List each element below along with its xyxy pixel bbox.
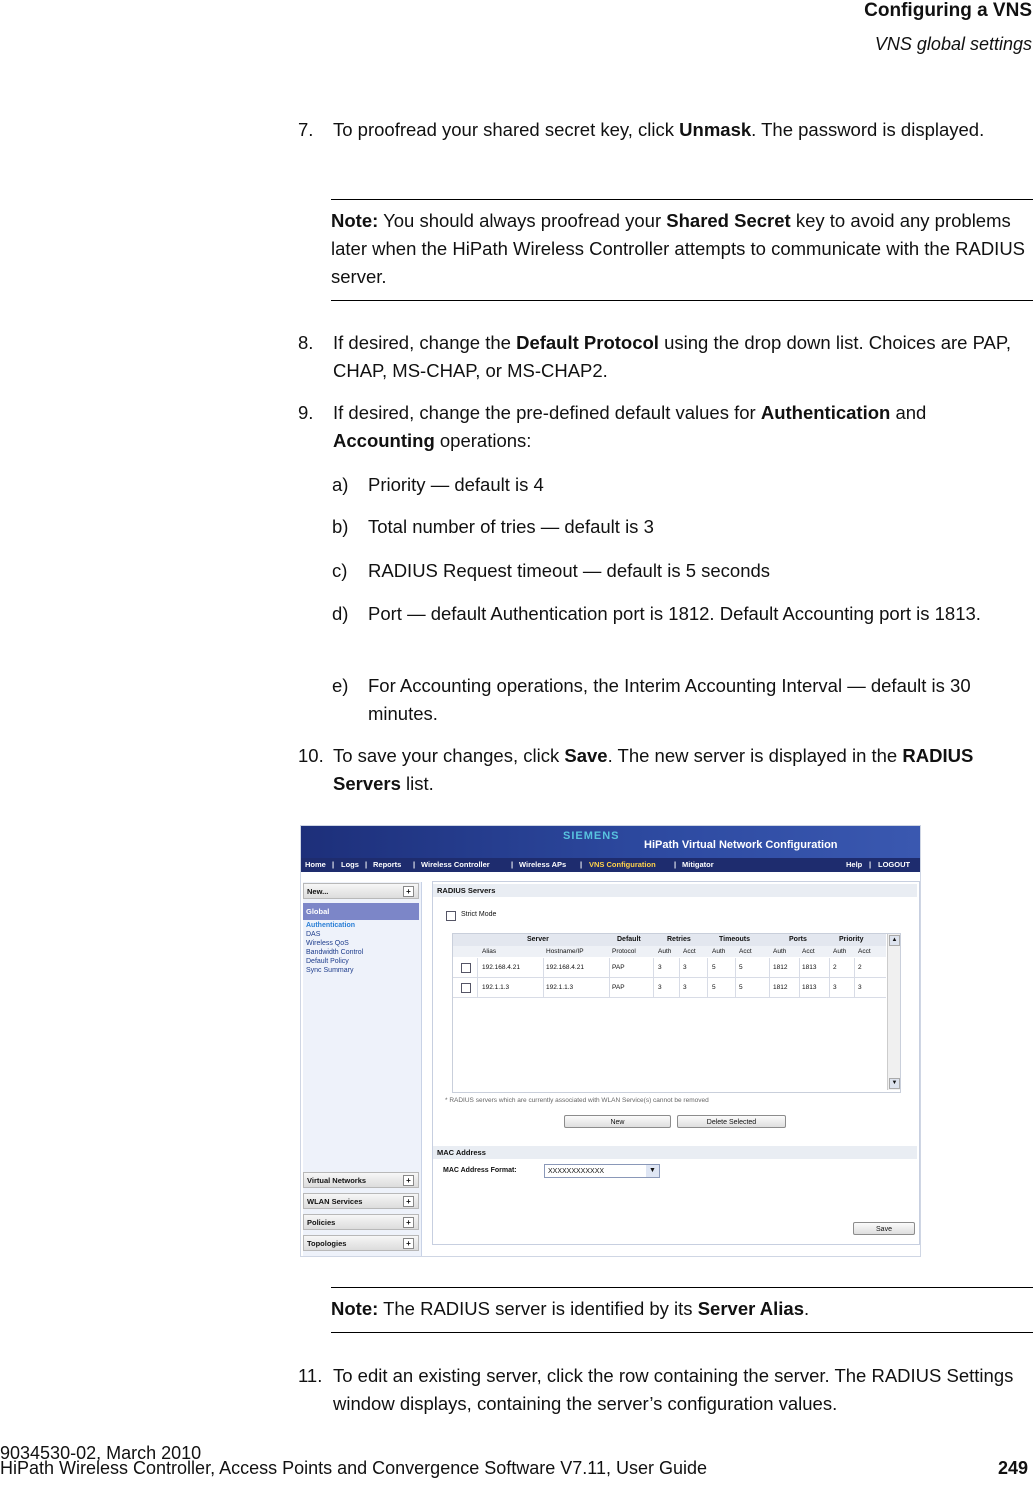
sub-item-letter: b): [332, 516, 349, 537]
sidebar-wlan-services[interactable]: [303, 1193, 419, 1209]
col-alias: Alias: [482, 948, 497, 955]
cell: 192.168.4.21: [546, 964, 584, 971]
cell: 3: [658, 964, 662, 971]
note-text: key to avoid any problems later when the HiPath Wireless Controller attempts to communicate with the RADIUS server.: [331, 210, 1026, 287]
sidebar-virtual-networks[interactable]: [303, 1172, 419, 1188]
sidebar-section-label: Virtual Networks: [307, 1176, 367, 1185]
cell: 5: [712, 964, 716, 971]
step-bold: Accounting: [333, 430, 435, 451]
step-bold: Save: [564, 745, 608, 766]
strict-mode-checkbox[interactable]: [446, 911, 456, 921]
embedded-screenshot: [300, 825, 921, 1257]
table-column-header: [453, 946, 886, 957]
sidebar-new[interactable]: [303, 883, 419, 899]
step-8: [298, 329, 1030, 385]
header-default: Default: [617, 936, 641, 943]
chevron-down-icon[interactable]: ▼: [646, 1165, 659, 1177]
note-label: Note:: [331, 210, 379, 231]
col-retries-acct: Acct: [683, 948, 696, 955]
note-label: Note:: [331, 1298, 379, 1319]
sidebar-section-label: Topologies: [307, 1239, 347, 1248]
cell: 1812: [773, 964, 788, 971]
step-text: operations:: [434, 430, 532, 451]
sub-item-letter: c): [332, 560, 348, 581]
sidebar-link-default-policy[interactable]: Default Policy: [306, 958, 349, 965]
nav-mitigator[interactable]: Mitigator: [682, 860, 714, 869]
radius-servers-title: RADIUS Servers: [437, 886, 496, 895]
step-number: 8.: [298, 332, 314, 353]
row-select-checkbox[interactable]: [461, 963, 471, 973]
sub-item-text: Priority — default is 4: [368, 474, 544, 495]
sub-item: [332, 557, 1030, 585]
step-number: 11.: [298, 1365, 323, 1386]
nav-help[interactable]: Help: [846, 860, 863, 869]
col-retries-auth: Auth: [658, 948, 672, 955]
col-priority-acct: Acct: [858, 948, 871, 955]
sidebar-section-label: Policies: [307, 1218, 336, 1227]
step-10: [298, 742, 1030, 798]
plus-icon[interactable]: +: [403, 1217, 414, 1228]
cell: 3: [833, 984, 837, 991]
col-priority-auth: Auth: [833, 948, 847, 955]
header-server: Server: [527, 936, 549, 943]
sub-item-text: For Accounting operations, the Interim Accounting Interval — default is 30 minutes.: [368, 675, 971, 724]
sub-item-text: RADIUS Request timeout — default is 5 seconds: [368, 560, 771, 581]
nav-home[interactable]: Home: [305, 860, 326, 869]
note-text: The RADIUS server is identified by its: [378, 1298, 698, 1319]
cell: PAP: [612, 964, 625, 971]
section-subtitle: VNS global settings: [874, 34, 1032, 54]
col-ports-acct: Acct: [802, 948, 815, 955]
table-row[interactable]: [453, 958, 886, 978]
col-hostname: Hostname/IP: [546, 948, 584, 955]
note-server-alias: [331, 1287, 1033, 1333]
table-row[interactable]: [453, 978, 886, 998]
sidebar-link-wireless-qos[interactable]: Wireless QoS: [306, 940, 349, 947]
mac-address-title: MAC Address: [437, 1148, 486, 1157]
sidebar-link-authentication[interactable]: Authentication: [306, 922, 355, 929]
removal-footnote: * RADIUS servers which are currently associated with WLAN Service(s) cannot be removed: [445, 1097, 709, 1104]
chevron-up-icon[interactable]: ▲: [889, 935, 900, 946]
cell: 3: [683, 984, 687, 991]
note-text: .: [803, 1298, 810, 1319]
sidebar-global[interactable]: Global: [303, 903, 419, 920]
sub-item-letter: d): [332, 603, 349, 624]
brand-logo: SIEMENS: [563, 830, 620, 842]
sidebar-link-bandwidth-control[interactable]: Bandwidth Control: [306, 949, 364, 956]
mac-format-label: MAC Address Format:: [443, 1167, 517, 1174]
sidebar-new-label: New...: [307, 887, 329, 896]
cell: 1812: [773, 984, 788, 991]
step-text: To save your changes, click: [333, 745, 565, 766]
chevron-down-icon[interactable]: ▼: [889, 1078, 900, 1089]
cell: 3: [683, 964, 687, 971]
cell: 5: [739, 984, 743, 991]
footer-guide-title: HiPath Wireless Controller, Access Points and Convergence Software V7.11, User Guide: [0, 1458, 708, 1478]
step-text: To proofread your shared secret key, click: [333, 119, 680, 140]
cell: 1813: [802, 984, 817, 991]
note-text: You should always proofread your: [378, 210, 667, 231]
sub-item: [332, 672, 1030, 728]
nav-logout[interactable]: LOGOUT: [878, 860, 911, 869]
sub-item-letter: a): [332, 474, 349, 495]
radius-panel: [432, 881, 920, 1245]
col-timeouts-acct: Acct: [739, 948, 752, 955]
step-7: [298, 116, 1030, 144]
step-9: [298, 399, 1030, 455]
app-title: HiPath Virtual Network Configuration: [644, 839, 838, 851]
sub-item-letter: e): [332, 675, 349, 696]
header-ports: Ports: [789, 936, 807, 943]
col-ports-auth: Auth: [773, 948, 787, 955]
step-bold: RADIUS Servers: [333, 745, 974, 794]
step-text: If desired, change the pre-defined default values for: [333, 402, 761, 423]
mac-format-value: XXXXXXXXXXXX: [548, 1168, 605, 1175]
cell: 3: [658, 984, 662, 991]
sidebar-link-sync-summary[interactable]: Sync Summary: [306, 967, 354, 974]
step-bold: Authentication: [760, 402, 891, 423]
note-shared-secret: [331, 199, 1033, 301]
top-nav: Home | Logs | Reports | Wireless Controller | Wireless APs | VNS Configuration | Mitigator Help | LOGOUT: [301, 858, 920, 872]
save-button[interactable]: Save: [853, 1222, 915, 1235]
step-text: . The password is displayed.: [751, 119, 985, 140]
step-number: 10.: [298, 745, 324, 766]
cell: 2: [858, 964, 862, 971]
cell: 5: [739, 964, 743, 971]
sub-item: [332, 513, 1030, 541]
header-retries: Retries: [667, 936, 691, 943]
sidebar-section-label: WLAN Services: [307, 1197, 363, 1206]
step-text: To edit an existing server, click the row containing the server. The RADIUS Settings window displays, containing the server’s configuration values.: [333, 1365, 1014, 1414]
strict-mode-label: Strict Mode: [461, 911, 497, 918]
nav-vns-configuration[interactable]: VNS Configuration: [589, 860, 656, 869]
sub-item: [332, 600, 1030, 628]
plus-icon[interactable]: +: [403, 1196, 414, 1207]
cell: 1813: [802, 964, 817, 971]
header-timeouts: Timeouts: [719, 936, 750, 943]
cell: 192.1.1.3: [482, 984, 510, 991]
footer-doc-id: 9034530-02, March 2010: [0, 1443, 202, 1463]
row-select-checkbox[interactable]: [461, 983, 471, 993]
step-11: [298, 1362, 1030, 1418]
new-button[interactable]: New: [564, 1115, 671, 1128]
step-text: using the drop down list. Choices are PAP, CHAP, MS-CHAP, or MS-CHAP2.: [333, 332, 1011, 381]
step-bold: Default Protocol: [516, 332, 659, 353]
sub-item-text: Total number of tries — default is 3: [368, 516, 654, 537]
step-text: list.: [400, 773, 434, 794]
sidebar-policies[interactable]: [303, 1214, 419, 1230]
step-text: . The new server is displayed in the: [607, 745, 903, 766]
nav-wireless-aps[interactable]: Wireless APs: [519, 860, 567, 869]
sidebar-topologies[interactable]: [303, 1235, 419, 1251]
radius-table: [452, 933, 901, 1093]
col-timeouts-auth: Auth: [712, 948, 726, 955]
step-number: 9.: [298, 402, 314, 423]
note-bold: Shared Secret: [666, 210, 791, 231]
note-bold: Server Alias: [697, 1298, 804, 1319]
nav-logs[interactable]: Logs: [341, 860, 359, 869]
header-priority: Priority: [839, 936, 864, 943]
sidebar-link-das[interactable]: DAS: [306, 931, 321, 938]
plus-icon[interactable]: +: [403, 886, 414, 897]
cell: PAP: [612, 984, 625, 991]
step-text: If desired, change the: [333, 332, 517, 353]
plus-icon[interactable]: +: [403, 1175, 414, 1186]
step-text: and: [890, 402, 927, 423]
col-protocol: Protocol: [612, 948, 636, 955]
cell: 192.168.4.21: [482, 964, 520, 971]
chapter-title: Configuring a VNS: [864, 0, 1032, 21]
cell: 3: [858, 984, 862, 991]
step-bold: Unmask: [679, 119, 752, 140]
sub-item-text: Port — default Authentication port is 1812. Default Accounting port is 1813.: [368, 603, 981, 624]
cell: 192.1.1.3: [546, 984, 574, 991]
cell: 5: [712, 984, 716, 991]
table-scrollbar[interactable]: [887, 934, 900, 1090]
delete-selected-button[interactable]: Delete Selected: [677, 1115, 786, 1128]
table-group-header: [453, 934, 886, 946]
nav-wireless-controller[interactable]: Wireless Controller: [421, 860, 490, 869]
plus-icon[interactable]: +: [403, 1238, 414, 1249]
cell: 2: [833, 964, 837, 971]
page-number: 249: [997, 1458, 1028, 1478]
nav-reports[interactable]: Reports: [373, 860, 402, 869]
sidebar: [303, 882, 422, 1256]
sub-item: [332, 471, 1030, 499]
step-number: 7.: [298, 119, 314, 140]
mac-format-select[interactable]: [544, 1164, 660, 1178]
app-banner: [301, 826, 920, 858]
